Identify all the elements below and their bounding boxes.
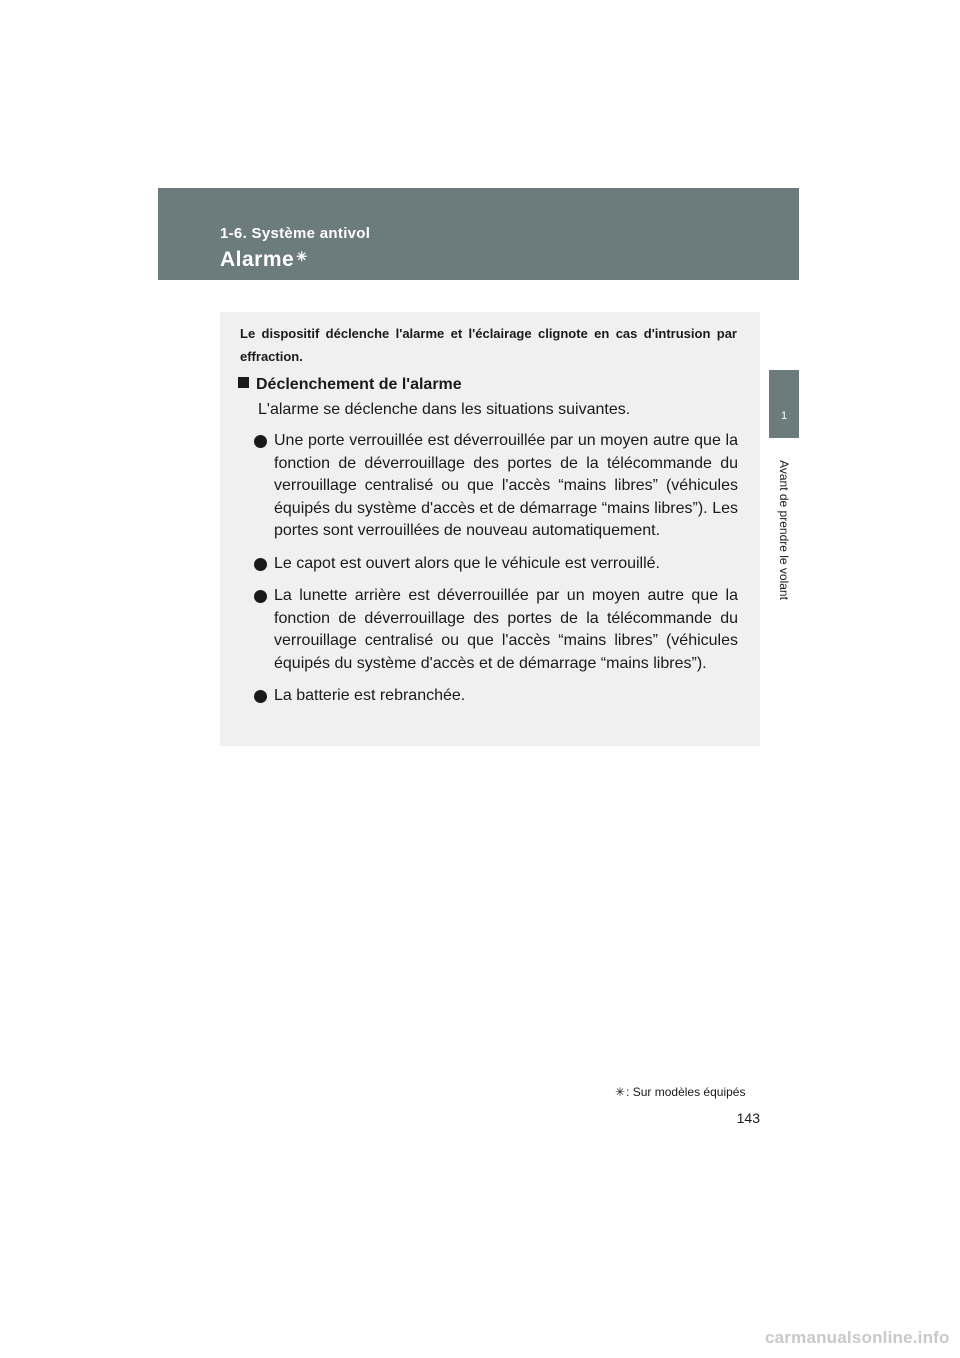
- asterisk-icon: ✳: [615, 1085, 626, 1099]
- asterisk-icon: ✳: [296, 249, 308, 264]
- content-box: [220, 312, 760, 746]
- list-item-text: Le capot est ouvert alors que le véhicule est verrouillé.: [274, 554, 660, 572]
- chapter-number: 1: [780, 410, 788, 422]
- list-item: [254, 585, 738, 675]
- header-band: [158, 188, 799, 280]
- page-number: 143: [736, 1110, 760, 1126]
- chapter-tab: [769, 370, 799, 438]
- section-lead: L'alarme se déclenche dans les situations suivantes.: [258, 401, 631, 418]
- list-item-text: Une porte verrouillée est déverrouillée par un moyen autre que la fonction de déverrouillage des portes de la télécommande du verrouillage centralisé ou que l'accès “mains libres” (véhicules équipés du système d'accès et de démarrage “mains libres”). Les portes sont verrouillées de nouveau automatiquement.: [274, 432, 738, 539]
- square-bullet-icon: [238, 377, 249, 388]
- page-title: [220, 248, 308, 272]
- page-title-text: Alarme: [220, 248, 295, 271]
- chapter-label: Avant de prendre le volant: [777, 460, 791, 600]
- list-item: [254, 685, 738, 708]
- list-item-text: La lunette arrière est déverrouillée par un moyen autre que la fonction de déverrouillage des portes de la télécommande du verrouillage centralisé ou que l'accès “mains libres” (véhicules équipés du système d'accès et de démarrage “mains libres”).: [274, 587, 738, 672]
- bullet-dot-icon: [254, 435, 267, 448]
- list-item: [254, 553, 738, 576]
- bullet-list: [254, 430, 738, 718]
- bullet-dot-icon: [254, 558, 267, 571]
- section-label: 1-6. Système antivol: [220, 225, 371, 242]
- intro-text: Le dispositif déclenche l'alarme et l'éclairage clignote en cas d'intrusion par effraction.: [240, 326, 737, 364]
- bullet-dot-icon: [254, 590, 267, 603]
- footnote: [615, 1085, 745, 1099]
- section-heading-text: Déclenchement de l'alarme: [256, 376, 462, 393]
- list-item-text: La batterie est rebranchée.: [274, 687, 466, 704]
- footnote-text: : Sur modèles équipés: [626, 1085, 746, 1099]
- watermark[interactable]: carmanualsonline.info: [765, 1328, 950, 1347]
- bullet-dot-icon: [254, 690, 267, 703]
- list-item: [254, 430, 738, 543]
- section-heading: [238, 375, 462, 395]
